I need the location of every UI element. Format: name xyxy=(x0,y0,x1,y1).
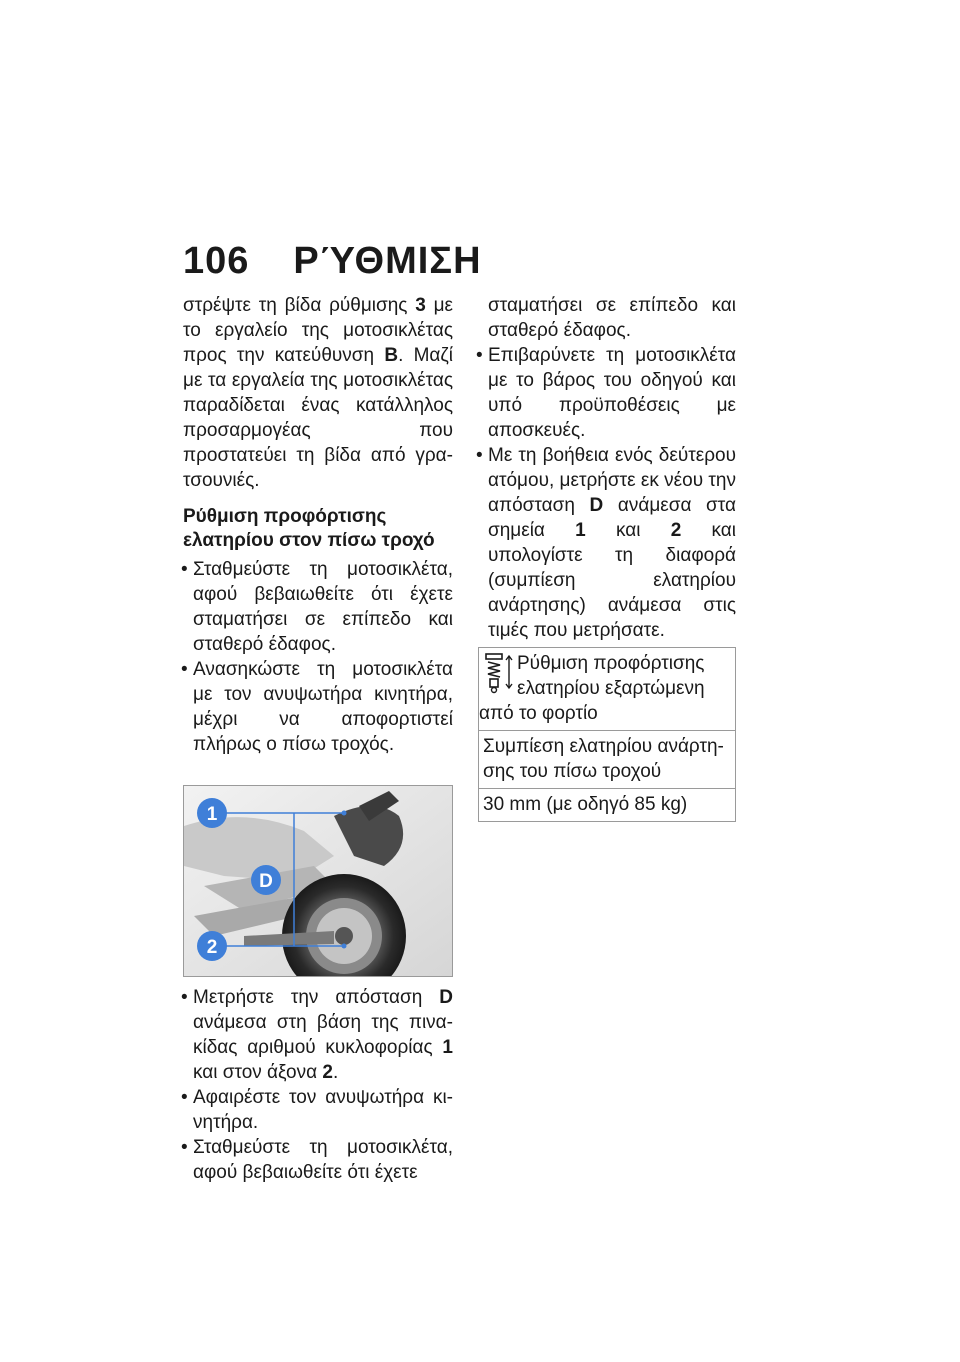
spring-preload-icon xyxy=(483,652,515,694)
bullet-item: • Σταθμεύστε τη μοτοσικλέτα, αφού βεβαιωθείτε ότι έχετε xyxy=(183,1135,453,1185)
ref-b: B xyxy=(384,345,399,366)
spec-header xyxy=(479,648,735,730)
measure2-text-1: Με τη βοήθεια ενός δεύτερου ατόμου, μετρήστε εκ νέου την απόσταση xyxy=(488,445,736,516)
measure2-text-3: και xyxy=(585,520,671,541)
callout-1-label: 1 xyxy=(206,804,218,825)
motorcycle-rear-figure xyxy=(183,785,453,977)
ref-d: D xyxy=(439,987,453,1008)
ref-1: 1 xyxy=(442,1037,453,1058)
bullet-item: • Επιβαρύνετε τη μοτοσικλέτα με το βάρος του οδηγού και υπό προϋποθέσεις με αποσκευές. xyxy=(478,343,736,443)
intro-text-1: στρέψτε τη βίδα ρύθμισης xyxy=(183,295,416,316)
ref-1: 1 xyxy=(575,520,586,541)
intro-paragraph xyxy=(183,293,453,493)
section-title: ΡΎΘΜΙΣΗ xyxy=(293,240,482,282)
measure-text-3: και στον άξονα xyxy=(193,1062,323,1083)
page-header xyxy=(183,240,482,283)
continued-text: σταματήσει σε επίπεδο και σταθερό έδαφος. xyxy=(488,295,736,341)
ref-3: 3 xyxy=(415,295,426,316)
measure2-text-4: και υπολογίστε τη διαφορά (συμπίεση ελατηρίου ανάρτησης) ανάμεσα στις τιμές που μετρήσατε. xyxy=(488,520,736,641)
callout-2-label: 2 xyxy=(206,937,218,958)
rear-wheel-illustration xyxy=(184,786,452,976)
section-heading: Ρύθμιση προφόρτισης ελατηρίου στον πίσω τροχό xyxy=(183,506,435,551)
spec-label: Συμπίεση ελατηρίου ανάρτησης του πίσω τροχού xyxy=(479,730,735,788)
callout-d-label: D xyxy=(259,871,273,892)
intro-text-3: . Μαζί με τα εργαλεία της μοτοσικλέτας παραδίδεται ένας κατάλληλος προσαρμογέας που προστατεύει τη βίδα από γρατσουνιές. xyxy=(183,345,453,491)
ref-d: D xyxy=(589,495,604,516)
measure-bullet xyxy=(183,985,453,1085)
ref-2: 2 xyxy=(670,520,682,541)
bullet-item: • Ανασηκώστε τη μοτοσικλέτα με τον ανυψωτήρα κινητήρα, μέχρι να αποφορτιστεί πλήρως ο πίσω τροχός. xyxy=(183,657,453,757)
measure-text-4: . xyxy=(332,1062,339,1083)
page-number: 106 xyxy=(183,240,250,282)
spec-title-line-1: Ρύθμιση προφόρτισης xyxy=(517,653,705,674)
spec-title-line-3: από το φορτίο xyxy=(479,703,598,724)
spec-value: 30 mm (με οδηγό 85 kg) xyxy=(479,788,735,821)
measure-text-2: ανάμεσα στη βάση της πινακίδας αριθμού κυκλοφορίας xyxy=(193,1012,453,1058)
ref-2: 2 xyxy=(322,1062,333,1083)
intro-text-2: με το εργαλείο της μοτοσικλέτας προς την κατεύθυνση xyxy=(183,295,453,366)
bullet-item: • Σταθμεύστε τη μοτοσικλέτα, αφού βεβαιωθείτε ότι έχετε σταματήσει σε επίπεδο και σταθερό έδαφος. xyxy=(183,557,453,657)
right-column xyxy=(478,293,736,822)
bullet-item: • Αφαιρέστε τον ανυψωτήρα κινητήρα. xyxy=(183,1085,453,1135)
spec-title-line-2: ελατηρίου εξαρτώμενη xyxy=(517,678,705,699)
measure-text-1: Μετρήστε την απόσταση xyxy=(193,987,440,1008)
measure2-text-2: ανάμεσα στα σημεία xyxy=(488,495,736,541)
measure-again-bullet xyxy=(478,443,736,643)
left-column xyxy=(183,293,453,1185)
spec-table xyxy=(478,647,736,822)
